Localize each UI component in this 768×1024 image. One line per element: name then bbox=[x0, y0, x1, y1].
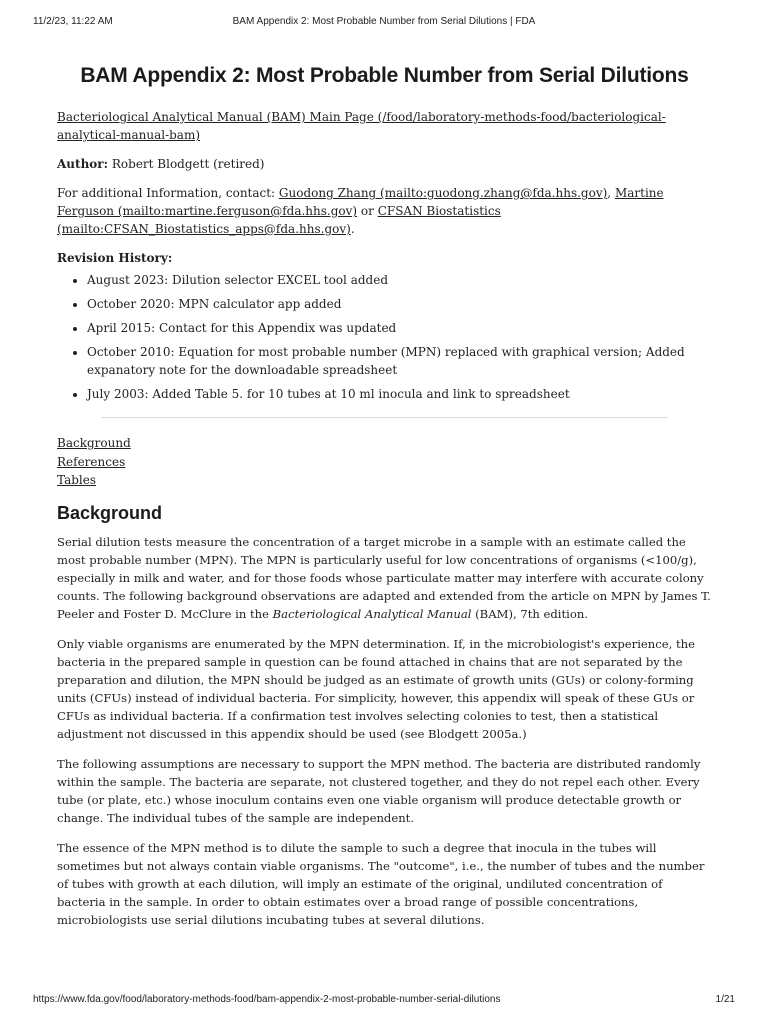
background-heading: Background bbox=[57, 502, 163, 523]
author-name: Robert Blodgett (retired) bbox=[108, 157, 265, 171]
contact-link-zhang[interactable]: Guodong Zhang (mailto:guodong.zhang@fda.hhs.gov) bbox=[278, 186, 608, 200]
print-datetime: 11/2/23, 11:22 AM bbox=[33, 16, 113, 27]
author-paragraph bbox=[57, 155, 712, 173]
revision-list bbox=[57, 271, 712, 403]
author-label: Author: bbox=[57, 157, 109, 171]
background-paragraph-4: The essence of the MPN method is to dilute the sample to such a degree that inocula in the tubes will sometimes but not always contain viable organisms. The "outcome", i.e., the number of tubes and the number of tubes with growth at each dilution, will imply an estimate of the original, undiluted concentration of bacteria in the sample. In order to obtain estimates over a broad range of possible concentrations, microbiologists use serial dilutions incubating tubes at several dilutions. bbox=[57, 840, 705, 927]
background-paragraph-3: The following assumptions are necessary to support the MPN method. The bacteria are distributed randomly within the sample. The bacteria are separate, not clustered together, and they do not repel each other. Every tube (or plate, etc.) whose inoculum contains even one viable organism will produce detectable growth or change. The individual tubes of the sample are independent. bbox=[57, 756, 701, 825]
revision-item: • July 2003: Added Table 5. for 10 tubes at 10 ml inocula and link to spreadsheet bbox=[87, 385, 712, 403]
section-divider bbox=[101, 417, 668, 418]
revision-item: • April 2015: Contact for this Appendix was updated bbox=[87, 319, 712, 337]
bg-p1-text: Serial dilution tests measure the concentration of a target microbe in a sample with an estimate called the most probable number (MPN). The MPN is particularly useful for low concentrations of organisms (<100/g), especially in milk and water, and for those foods whose particulate matter may interfere with accurate colony counts. The following background observations are adapted and extended from the article on MPN by James T. Peeler and Foster D. McClure in the bbox=[57, 534, 711, 621]
print-page-number: 1/21 bbox=[715, 994, 735, 1005]
toc-link-background[interactable]: Background bbox=[57, 436, 131, 450]
contact-end: . bbox=[350, 222, 355, 236]
print-title: BAM Appendix 2: Most Probable Number from Serial Dilutions | FDA bbox=[232, 16, 536, 27]
table-of-contents bbox=[57, 434, 712, 490]
revision-item: • August 2023: Dilution selector EXCEL tool added bbox=[87, 271, 712, 289]
revision-history-heading: Revision History: bbox=[57, 251, 173, 265]
contact-paragraph bbox=[57, 184, 712, 238]
bam-main-page-link[interactable]: Bacteriological Analytical Manual (BAM) Main Page (/food/laboratory-methods-food/bacteriological-analytical-manual-bam) bbox=[57, 110, 666, 142]
background-paragraph-2: Only viable organisms are enumerated by the MPN determination. If, in the microbiologist's experience, the bacteria in the prepared sample in question can be found attached in chains that are not separated by the preparation and dilution, the MPN should be judged as an estimate of growth units (GUs) or colony-forming units (CFUs) instead of individual bacteria. For simplicity, however, this appendix will speak of these GUs or CFUs as individual bacteria. If a confirmation test involves selecting colonies to test, then a statistical adjustment not discussed in this appendix should be used (see Blodgett 2005a.) bbox=[57, 636, 695, 741]
contact-link-cfsan[interactable]: CFSAN Biostatistics (mailto:CFSAN_Biostatistics_apps@fda.hhs.gov) bbox=[57, 204, 501, 236]
contact-link-ferguson[interactable]: Martine Ferguson (mailto:martine.ferguson@fda.hhs.gov) bbox=[57, 186, 664, 218]
background-paragraph-1 bbox=[57, 533, 712, 623]
contact-separator: , bbox=[607, 186, 615, 200]
bam-italic-title: Bacteriological Analytical Manual bbox=[272, 606, 472, 621]
toc-link-tables[interactable]: Tables bbox=[57, 473, 97, 487]
page-title: BAM Appendix 2: Most Probable Number from Serial Dilutions bbox=[80, 64, 689, 87]
main-page-paragraph bbox=[57, 108, 712, 144]
revision-item: • October 2020: MPN calculator app added bbox=[87, 295, 712, 313]
contact-prefix: For additional Information, contact: bbox=[57, 186, 279, 200]
article-content bbox=[57, 64, 712, 941]
toc-link-references[interactable]: References bbox=[57, 454, 126, 469]
revision-item: • October 2010: Equation for most probable number (MPN) replaced with graphical version; Added expanatory note for the downloadable spreadsheet bbox=[87, 343, 712, 379]
contact-separator: or bbox=[357, 204, 378, 218]
print-url: https://www.fda.gov/food/laboratory-methods-food/bam-appendix-2-most-probable-number-serial-dilutions bbox=[33, 994, 501, 1005]
bg-p1-tail: (BAM), 7th edition. bbox=[471, 606, 589, 621]
